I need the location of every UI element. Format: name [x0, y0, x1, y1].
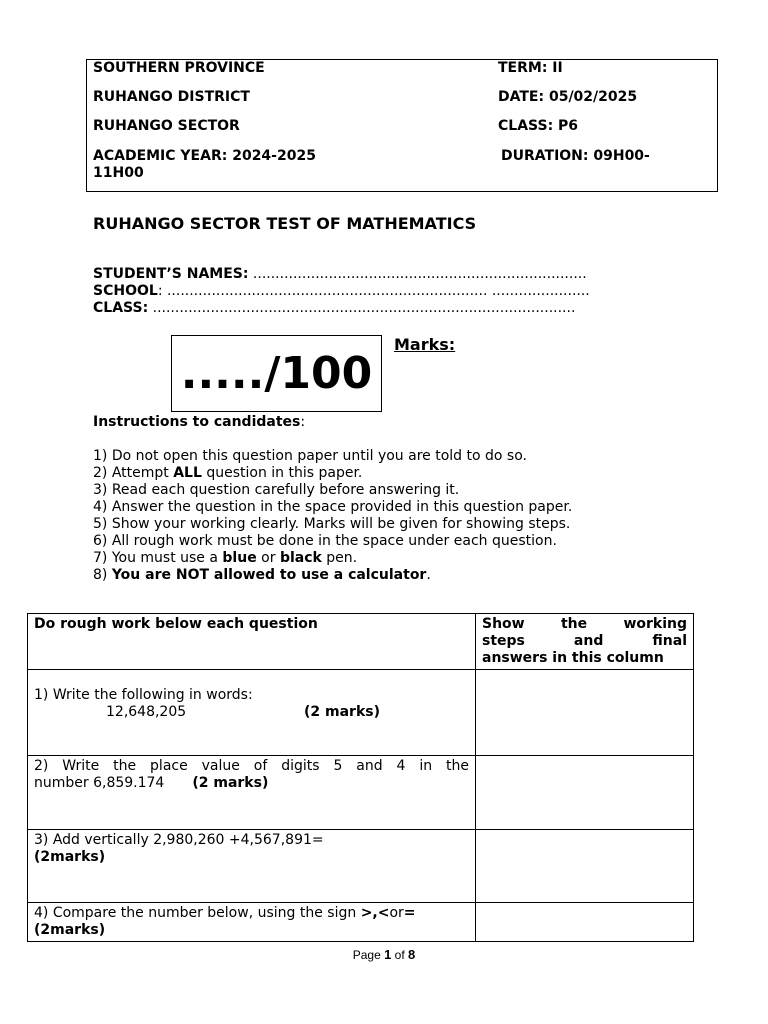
class-line — [93, 300, 575, 316]
table-row — [28, 756, 694, 830]
question-4 — [28, 903, 476, 942]
term: TERM: II — [498, 60, 563, 76]
question-table — [27, 613, 694, 942]
sector: RUHANGO SECTOR — [93, 118, 240, 134]
answer-cell[interactable] — [476, 903, 694, 942]
footer-page-number: 1 — [384, 947, 392, 962]
instructions-title-colon: : — [300, 414, 306, 430]
instruction-item — [93, 550, 357, 566]
instruction-text: . — [426, 567, 431, 583]
footer-page-word: Page — [352, 948, 385, 962]
question-1-marks: (2 marks) — [304, 704, 380, 720]
answer-header-line: answers in this column — [482, 650, 664, 666]
student-names-line — [93, 266, 587, 282]
instructions-title — [93, 414, 305, 430]
instruction-text: 4) Answer the question in the space provided in this question paper. — [93, 499, 573, 515]
question-4-signs: >,< — [360, 905, 390, 921]
instruction-item — [93, 567, 431, 583]
question-1-number: 12,648,205 — [106, 704, 187, 720]
date: DATE: 05/02/2025 — [498, 89, 638, 105]
class-label: CLASS: — [93, 300, 149, 316]
instruction-bold: black — [279, 550, 322, 566]
school-dots: : ........................................................................ ...................... — [157, 283, 590, 299]
instruction-item — [93, 516, 570, 532]
instruction-text: pen. — [321, 550, 358, 566]
table-row — [28, 670, 694, 756]
academic-year: ACADEMIC YEAR: 2024-2025 — [93, 148, 316, 164]
page-footer — [0, 947, 768, 962]
instruction-item — [93, 499, 572, 515]
class: CLASS: P6 — [498, 118, 579, 134]
answer-cell[interactable] — [476, 830, 694, 903]
instruction-text: 5) Show your working clearly. Marks will be given for showing steps. — [93, 516, 571, 532]
answer-column-header — [476, 614, 694, 670]
question-2-text: 2) Write the place value of digits 5 and 4 in the — [34, 758, 469, 774]
instruction-text: 7) You must use a — [93, 550, 223, 566]
duration-wrap: 11H00 — [93, 165, 144, 181]
instruction-text: 1) Do not open this question paper until you are told to do so. — [93, 448, 527, 464]
instruction-item — [93, 465, 362, 481]
answer-cell[interactable] — [476, 670, 694, 756]
header-box — [86, 59, 718, 192]
table-row — [28, 830, 694, 903]
answer-header-line: steps and final — [482, 633, 687, 649]
school-line — [93, 283, 590, 299]
rough-work-header — [28, 614, 476, 670]
instruction-bold: blue — [222, 550, 257, 566]
instruction-bold: You are NOT allowed to use a calculator — [111, 567, 427, 583]
instruction-bold: ALL — [173, 465, 202, 481]
rough-work-header-text: Do rough work below each question — [34, 616, 318, 632]
table-row — [28, 903, 694, 942]
question-2-marks: (2 marks) — [192, 775, 269, 791]
instruction-text: 2) Attempt — [93, 465, 174, 481]
student-names-label: STUDENT’S NAMES: — [93, 266, 249, 282]
marks-box: ...../100 — [171, 335, 382, 412]
marks-label: Marks: — [394, 335, 456, 354]
question-3-marks: (2marks) — [34, 849, 106, 865]
class-dots: ............................................................................................... — [148, 300, 576, 316]
student-names-dots: ........................................................................... — [248, 266, 587, 282]
footer-of-word: of — [391, 948, 409, 962]
question-3-text: 3) Add vertically 2,980,260 +4,567,891= — [34, 832, 324, 848]
province: SOUTHERN PROVINCE — [93, 60, 265, 76]
duration: DURATION: 09H00- — [501, 148, 650, 164]
instruction-item — [93, 448, 527, 464]
answer-header-line: Show the working — [482, 616, 687, 632]
instruction-item — [93, 533, 557, 549]
instruction-text: or — [256, 550, 280, 566]
question-4-text: 4) Compare the number below, using the sign — [34, 905, 361, 921]
question-4-marks: (2marks) — [34, 922, 106, 938]
question-4-or: or — [389, 905, 404, 921]
instruction-text: question in this paper. — [201, 465, 363, 481]
question-4-equal-sign: = — [403, 905, 416, 921]
district: RUHANGO DISTRICT — [93, 89, 250, 105]
question-1-text: 1) Write the following in words: — [34, 687, 253, 703]
instruction-text: 3) Read each question carefully before answering it. — [93, 482, 460, 498]
instruction-item — [93, 482, 459, 498]
instructions-title-text: Instructions to candidates — [93, 414, 301, 430]
question-2-number: number 6,859.174 — [34, 775, 165, 791]
question-3 — [28, 830, 476, 903]
table-header-row — [28, 614, 694, 670]
question-1 — [28, 670, 476, 756]
school-label: SCHOOL — [93, 283, 158, 299]
instruction-text: 6) All rough work must be done in the space under each question. — [93, 533, 557, 549]
test-title: RUHANGO SECTOR TEST OF MATHEMATICS — [93, 214, 477, 233]
question-2 — [28, 756, 476, 830]
answer-cell[interactable] — [476, 756, 694, 830]
footer-total-pages: 8 — [408, 947, 416, 962]
instruction-text: 8) — [93, 567, 112, 583]
